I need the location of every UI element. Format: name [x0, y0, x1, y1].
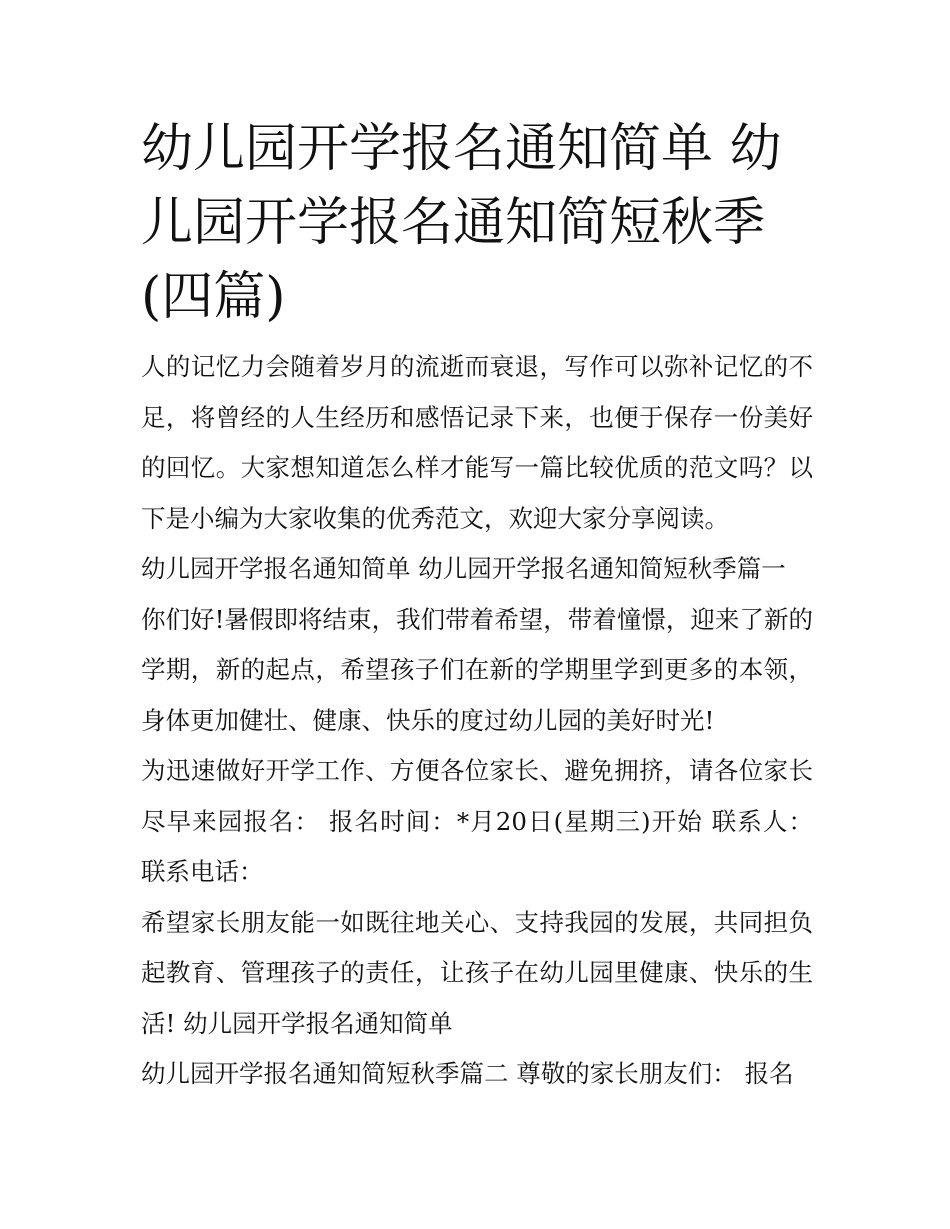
paragraph-registration: 为迅速做好开学工作、方便各位家长、避免拥挤，请各位家长尽早来园报名： 报名时间：*月20日(星期三)开始 联系人： 联系电话：: [141, 756, 813, 886]
document-title: 幼儿园开学报名通知简单 幼儿园开学报名通知简短秋季(四篇): [141, 119, 782, 327]
document-body: [141, 112, 813, 1100]
paragraph-intro: 人的记忆力会随着岁月的流逝而衰退，写作可以弥补记忆的不足，将曾经的人生经历和感悟记录下来，也便于保存一份美好的回忆。大家想知道怎么样才能写一篇比较优质的范文吗？以下是小编为大家收集的优秀范文，欢迎大家分享阅读。: [141, 352, 813, 533]
paragraph-heading-two: 幼儿园开学报名通知简短秋季篇二 尊敬的家长朋友们： 报名: [141, 1059, 794, 1088]
paragraph-closing: 希望家长朋友能一如既往地关心、支持我园的发展，共同担负起教育、管理孩子的责任，让孩子在幼儿园里健康、快乐的生活! 幼儿园开学报名通知简单: [141, 907, 813, 1038]
paragraph-heading-one: 幼儿园开学报名通知简单 幼儿园开学报名通知简短秋季篇一: [141, 554, 786, 583]
paragraph-greeting: 你们好!暑假即将结束，我们带着希望，带着憧憬，迎来了新的学期，新的起点，希望孩子们在新的学期里学到更多的本领，身体更加健壮、健康、快乐的度过幼儿园的美好时光!: [141, 604, 813, 735]
